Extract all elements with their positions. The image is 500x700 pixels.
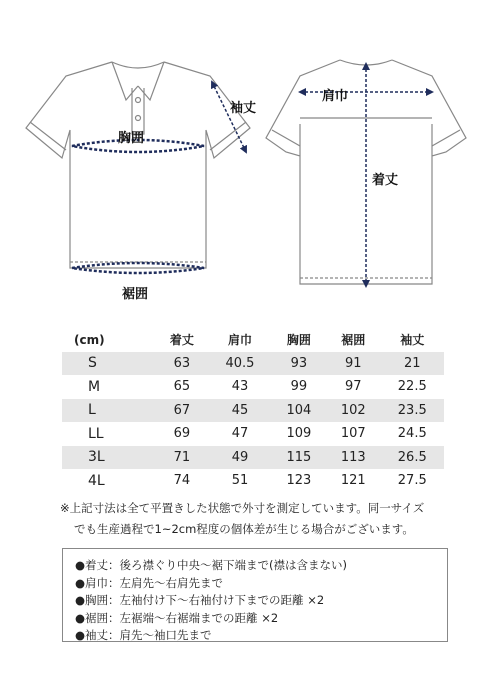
table-cell: 115 [272,446,326,470]
legend-item-sleeve: ●袖丈：肩先～袖口先まで [75,628,212,642]
table-row [62,422,444,446]
table-cell: 104 [272,399,326,423]
size-cell: LL [88,425,104,442]
table-cell: 43 [231,379,249,395]
table-cell: 47 [231,426,249,442]
table-cell: 22.5 [397,379,427,395]
table-cell: 97 [345,379,362,395]
table-row [62,352,444,376]
legend-item-length: ●着丈：後ろ襟ぐり中央～裾下端まで(襟は含まない) [75,558,348,572]
legend-item-hem: ●裾囲：左裾端～右裾端までの距離 ×2 [75,610,279,625]
table-cell: 71 [156,446,209,470]
header-shoulder: 肩巾 [227,333,252,348]
legend-item-chest: ●胸囲：左袖付け下～右袖付け下までの距離 ×2 [75,593,325,607]
hem-label: 裾囲 [122,287,149,302]
table-cell: 69 [173,426,191,442]
table-cell: 45 [208,399,271,423]
table-cell: 21 [381,352,444,376]
table-cell: 65 [173,379,191,395]
legend-item-shoulder: ●肩巾：左肩先～右肩先まで [75,575,224,590]
size-cell: M [88,378,101,395]
unit-label: (cm) [74,332,105,347]
table-cell: 123 [286,473,312,489]
table-cell: 109 [286,426,312,442]
table-cell: 67 [156,399,209,423]
table-cell: 49 [208,446,271,470]
garment-diagram [0,0,500,310]
table-cell: 63 [156,352,209,376]
note-line-1: ※上記寸法は全て平置きした状態で外寸を測定しています。同一サイズ [60,501,425,515]
table-cell: 51 [231,473,249,489]
size-cell: S [62,352,156,376]
size-cell: 3L [62,446,156,470]
measurement-legend [62,548,448,642]
table-cell: 107 [340,426,366,442]
table-cell: 26.5 [381,446,444,470]
table-row [62,375,444,399]
header-hem: 裾囲 [341,333,366,348]
table-header-row [62,328,444,352]
table-cell: 91 [326,352,380,376]
measurement-note [60,498,460,540]
table-cell: 27.5 [397,473,427,489]
table-row [62,399,444,423]
shoulder-label: 肩巾 [322,89,349,104]
table-cell: 24.5 [397,426,427,442]
size-cell: 4L [88,472,105,489]
chest-label: 胸囲 [118,131,145,146]
header-sleeve: 袖丈 [400,333,425,348]
table-row [62,469,444,493]
table-cell: 23.5 [381,399,444,423]
sleeve-label: 袖丈 [230,101,257,116]
table-cell: 99 [290,379,308,395]
length-label: 着丈 [372,173,399,188]
size-cell: L [62,399,156,423]
table-cell: 121 [340,473,366,489]
table-cell: 93 [272,352,326,376]
header-length: 着丈 [169,333,194,348]
table-cell: 74 [173,473,191,489]
front-shirt-outline [26,62,250,268]
note-line-2: でも生産過程で1~2cm程度の個体差が生じる場合がございます。 [74,522,414,536]
table-cell: 40.5 [208,352,271,376]
size-table [62,328,444,493]
table-cell: 113 [326,446,380,470]
table-cell: 102 [326,399,380,423]
header-chest: 胸囲 [286,333,311,348]
table-row [62,446,444,470]
